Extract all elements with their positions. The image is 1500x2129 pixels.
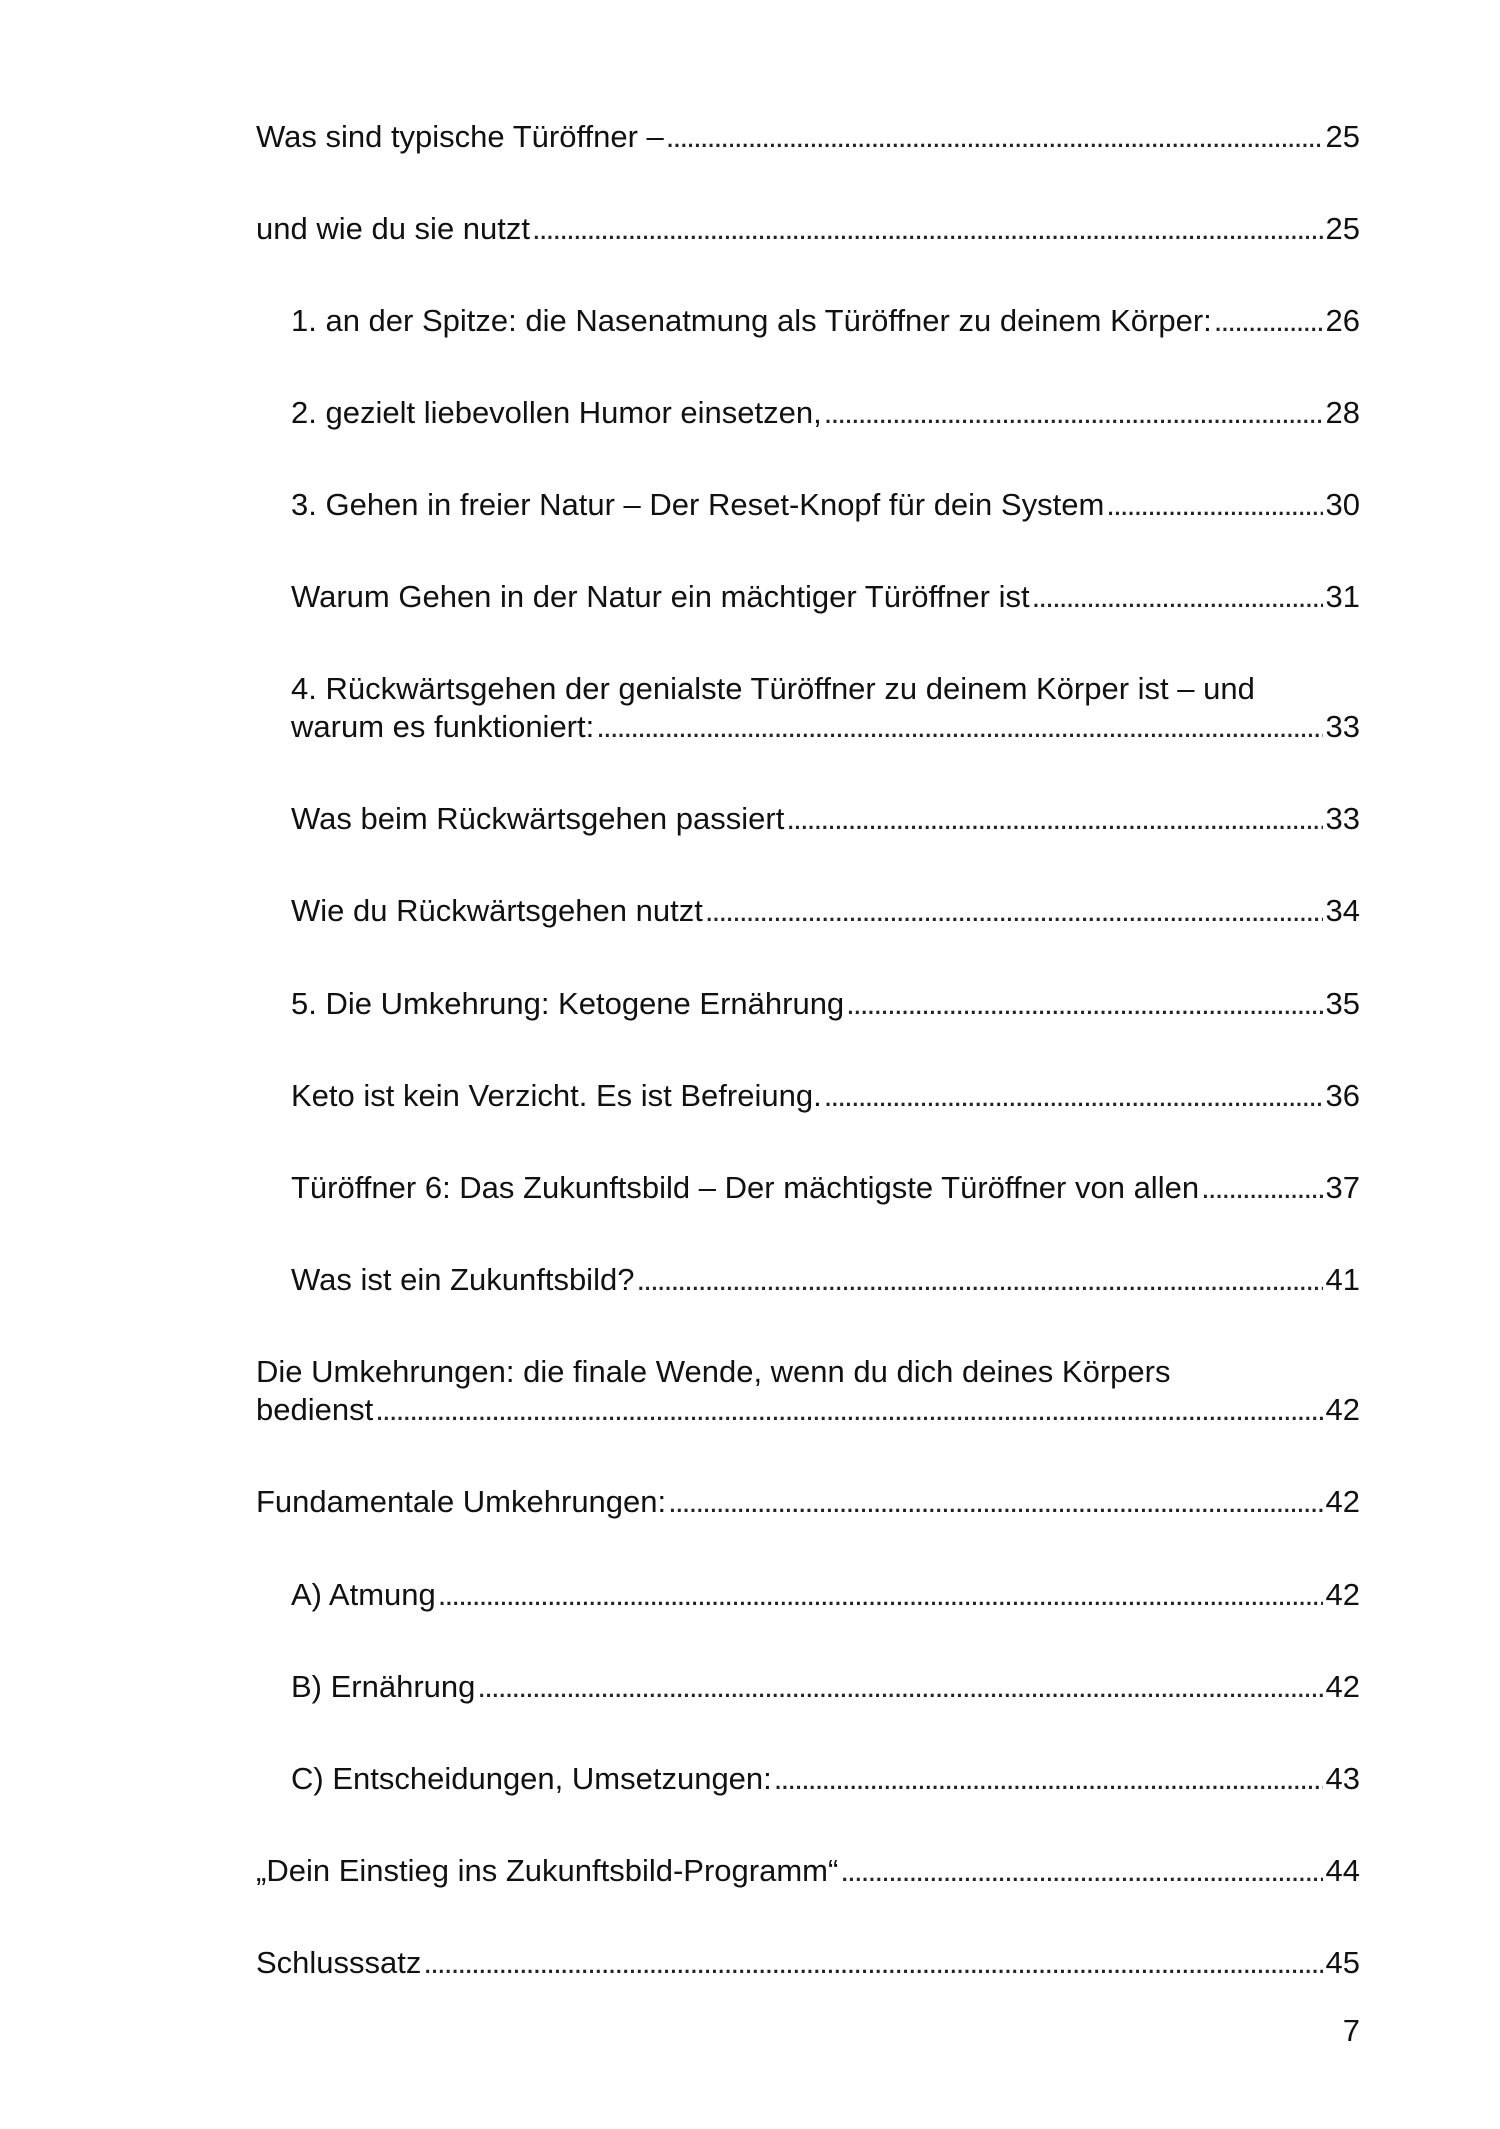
toc-entry-title-line1: 4. Rückwärtsgehen der genialste Türöffner zu deinem Körper ist – und — [291, 671, 1255, 706]
toc-entry[interactable] — [256, 1944, 1360, 1982]
toc-dot-leader — [666, 118, 1323, 156]
toc-entry-page: 31 — [1325, 579, 1360, 614]
toc-dot-leader — [375, 1391, 1322, 1429]
toc-dot-leader — [1214, 302, 1323, 340]
toc-entry-title: 5. Die Umkehrung: Ketogene Ernährung — [291, 986, 845, 1021]
toc-dot-leader — [1032, 578, 1323, 616]
toc-entry-page: 26 — [1325, 303, 1360, 338]
toc-entry-page: 42 — [1325, 1577, 1360, 1612]
toc-entry[interactable] — [291, 394, 1360, 432]
toc-entry-title: und wie du sie nutzt — [256, 211, 531, 246]
toc-entry-title: bedienst — [256, 1392, 374, 1427]
toc-entry-page: 28 — [1325, 395, 1360, 430]
toc-entry-title: Wie du Rückwärtsgehen nutzt — [291, 893, 703, 928]
toc-dot-leader — [786, 800, 1322, 838]
toc-entry[interactable] — [256, 1483, 1360, 1521]
toc-dot-leader — [477, 1668, 1322, 1706]
toc-entry-page: 45 — [1325, 1945, 1360, 1980]
toc-entry-title: Was beim Rückwärtsgehen passiert — [291, 801, 785, 836]
toc-dot-leader — [705, 892, 1323, 930]
toc-entry-title: A) Atmung — [291, 1577, 436, 1612]
toc-dot-leader — [846, 985, 1322, 1023]
toc-dot-leader — [774, 1760, 1323, 1798]
toc-dot-leader — [636, 1261, 1322, 1299]
toc-dot-leader — [596, 708, 1322, 746]
toc-dot-leader — [532, 210, 1323, 248]
toc-entry[interactable] — [291, 1077, 1360, 1115]
toc-entry-title: 1. an der Spitze: die Nasenatmung als Türöffner zu deinem Körper: — [291, 303, 1212, 338]
toc-dot-leader — [668, 1483, 1322, 1521]
toc-dot-leader — [824, 1077, 1323, 1115]
toc-entry[interactable] — [291, 800, 1360, 838]
toc-entry[interactable] — [256, 1852, 1360, 1890]
toc-entry-title: Schlusssatz — [256, 1945, 422, 1980]
toc-entry-page: 43 — [1325, 1761, 1360, 1796]
page-number: 7 — [1342, 2013, 1360, 2048]
toc-entry-title: Was sind typische Türöffner – — [256, 119, 664, 154]
toc-entry-title: C) Entscheidungen, Umsetzungen: — [291, 1761, 772, 1796]
toc-entry-title-line1: Die Umkehrungen: die finale Wende, wenn du dich deines Körpers — [256, 1354, 1171, 1389]
toc-entry-title: Warum Gehen in der Natur ein mächtiger Türöffner ist — [291, 579, 1030, 614]
toc-entry-page: 30 — [1325, 487, 1360, 522]
toc-entry[interactable] — [256, 210, 1360, 248]
toc-entry-page: 25 — [1325, 211, 1360, 246]
toc-dot-leader — [840, 1852, 1322, 1890]
toc-dot-leader — [824, 394, 1323, 432]
toc-entry[interactable] — [291, 1760, 1360, 1798]
toc-dot-leader — [438, 1576, 1323, 1614]
toc-entry-page: 42 — [1325, 1484, 1360, 1519]
toc-entry-title: 3. Gehen in freier Natur – Der Reset-Knopf für dein System — [291, 487, 1105, 522]
toc-entry-page: 33 — [1325, 801, 1360, 836]
toc-entry-title: Was ist ein Zukunftsbild? — [291, 1262, 635, 1297]
toc-entry-page: 41 — [1325, 1262, 1360, 1297]
toc-entry-page: 42 — [1325, 1669, 1360, 1704]
toc-entry[interactable] — [256, 1353, 1360, 1429]
toc-entry-title: 2. gezielt liebevollen Humor einsetzen, — [291, 395, 822, 430]
toc-dot-leader — [1106, 486, 1322, 524]
toc-dot-leader — [1201, 1169, 1322, 1207]
toc-entry-page: 37 — [1325, 1170, 1360, 1205]
toc-entry-page: 44 — [1325, 1853, 1360, 1888]
toc-entry[interactable] — [291, 1576, 1360, 1614]
toc-entry-title: „Dein Einstieg ins Zukunftsbild-Programm“ — [256, 1853, 839, 1888]
toc-entry-page: 25 — [1325, 119, 1360, 154]
toc-entry-page: 36 — [1325, 1078, 1360, 1113]
toc-entry[interactable] — [256, 118, 1360, 156]
toc-entry-title: Fundamentale Umkehrungen: — [256, 1484, 667, 1519]
toc-entry[interactable] — [291, 985, 1360, 1023]
toc-entry[interactable] — [291, 1169, 1360, 1207]
toc-entry-page: 42 — [1325, 1392, 1360, 1427]
toc-entry-page: 33 — [1325, 709, 1360, 744]
toc-entry[interactable] — [291, 486, 1360, 524]
toc-entry[interactable] — [291, 892, 1360, 930]
toc-entry[interactable] — [291, 578, 1360, 616]
toc-entry-title: B) Ernährung — [291, 1669, 476, 1704]
toc-entry[interactable] — [291, 1668, 1360, 1706]
toc-entry-page: 35 — [1325, 986, 1360, 1021]
toc-entry[interactable] — [291, 1261, 1360, 1299]
toc-entry-title: warum es funktioniert: — [291, 709, 595, 744]
toc-entry-page: 34 — [1325, 893, 1360, 928]
toc-dot-leader — [423, 1944, 1322, 1982]
toc-entry-title: Türöffner 6: Das Zukunftsbild – Der mächtigste Türöffner von allen — [291, 1170, 1200, 1205]
toc-entry[interactable] — [291, 302, 1360, 340]
toc-entry-title: Keto ist kein Verzicht. Es ist Befreiung. — [291, 1078, 822, 1113]
toc-entry[interactable] — [291, 670, 1360, 746]
